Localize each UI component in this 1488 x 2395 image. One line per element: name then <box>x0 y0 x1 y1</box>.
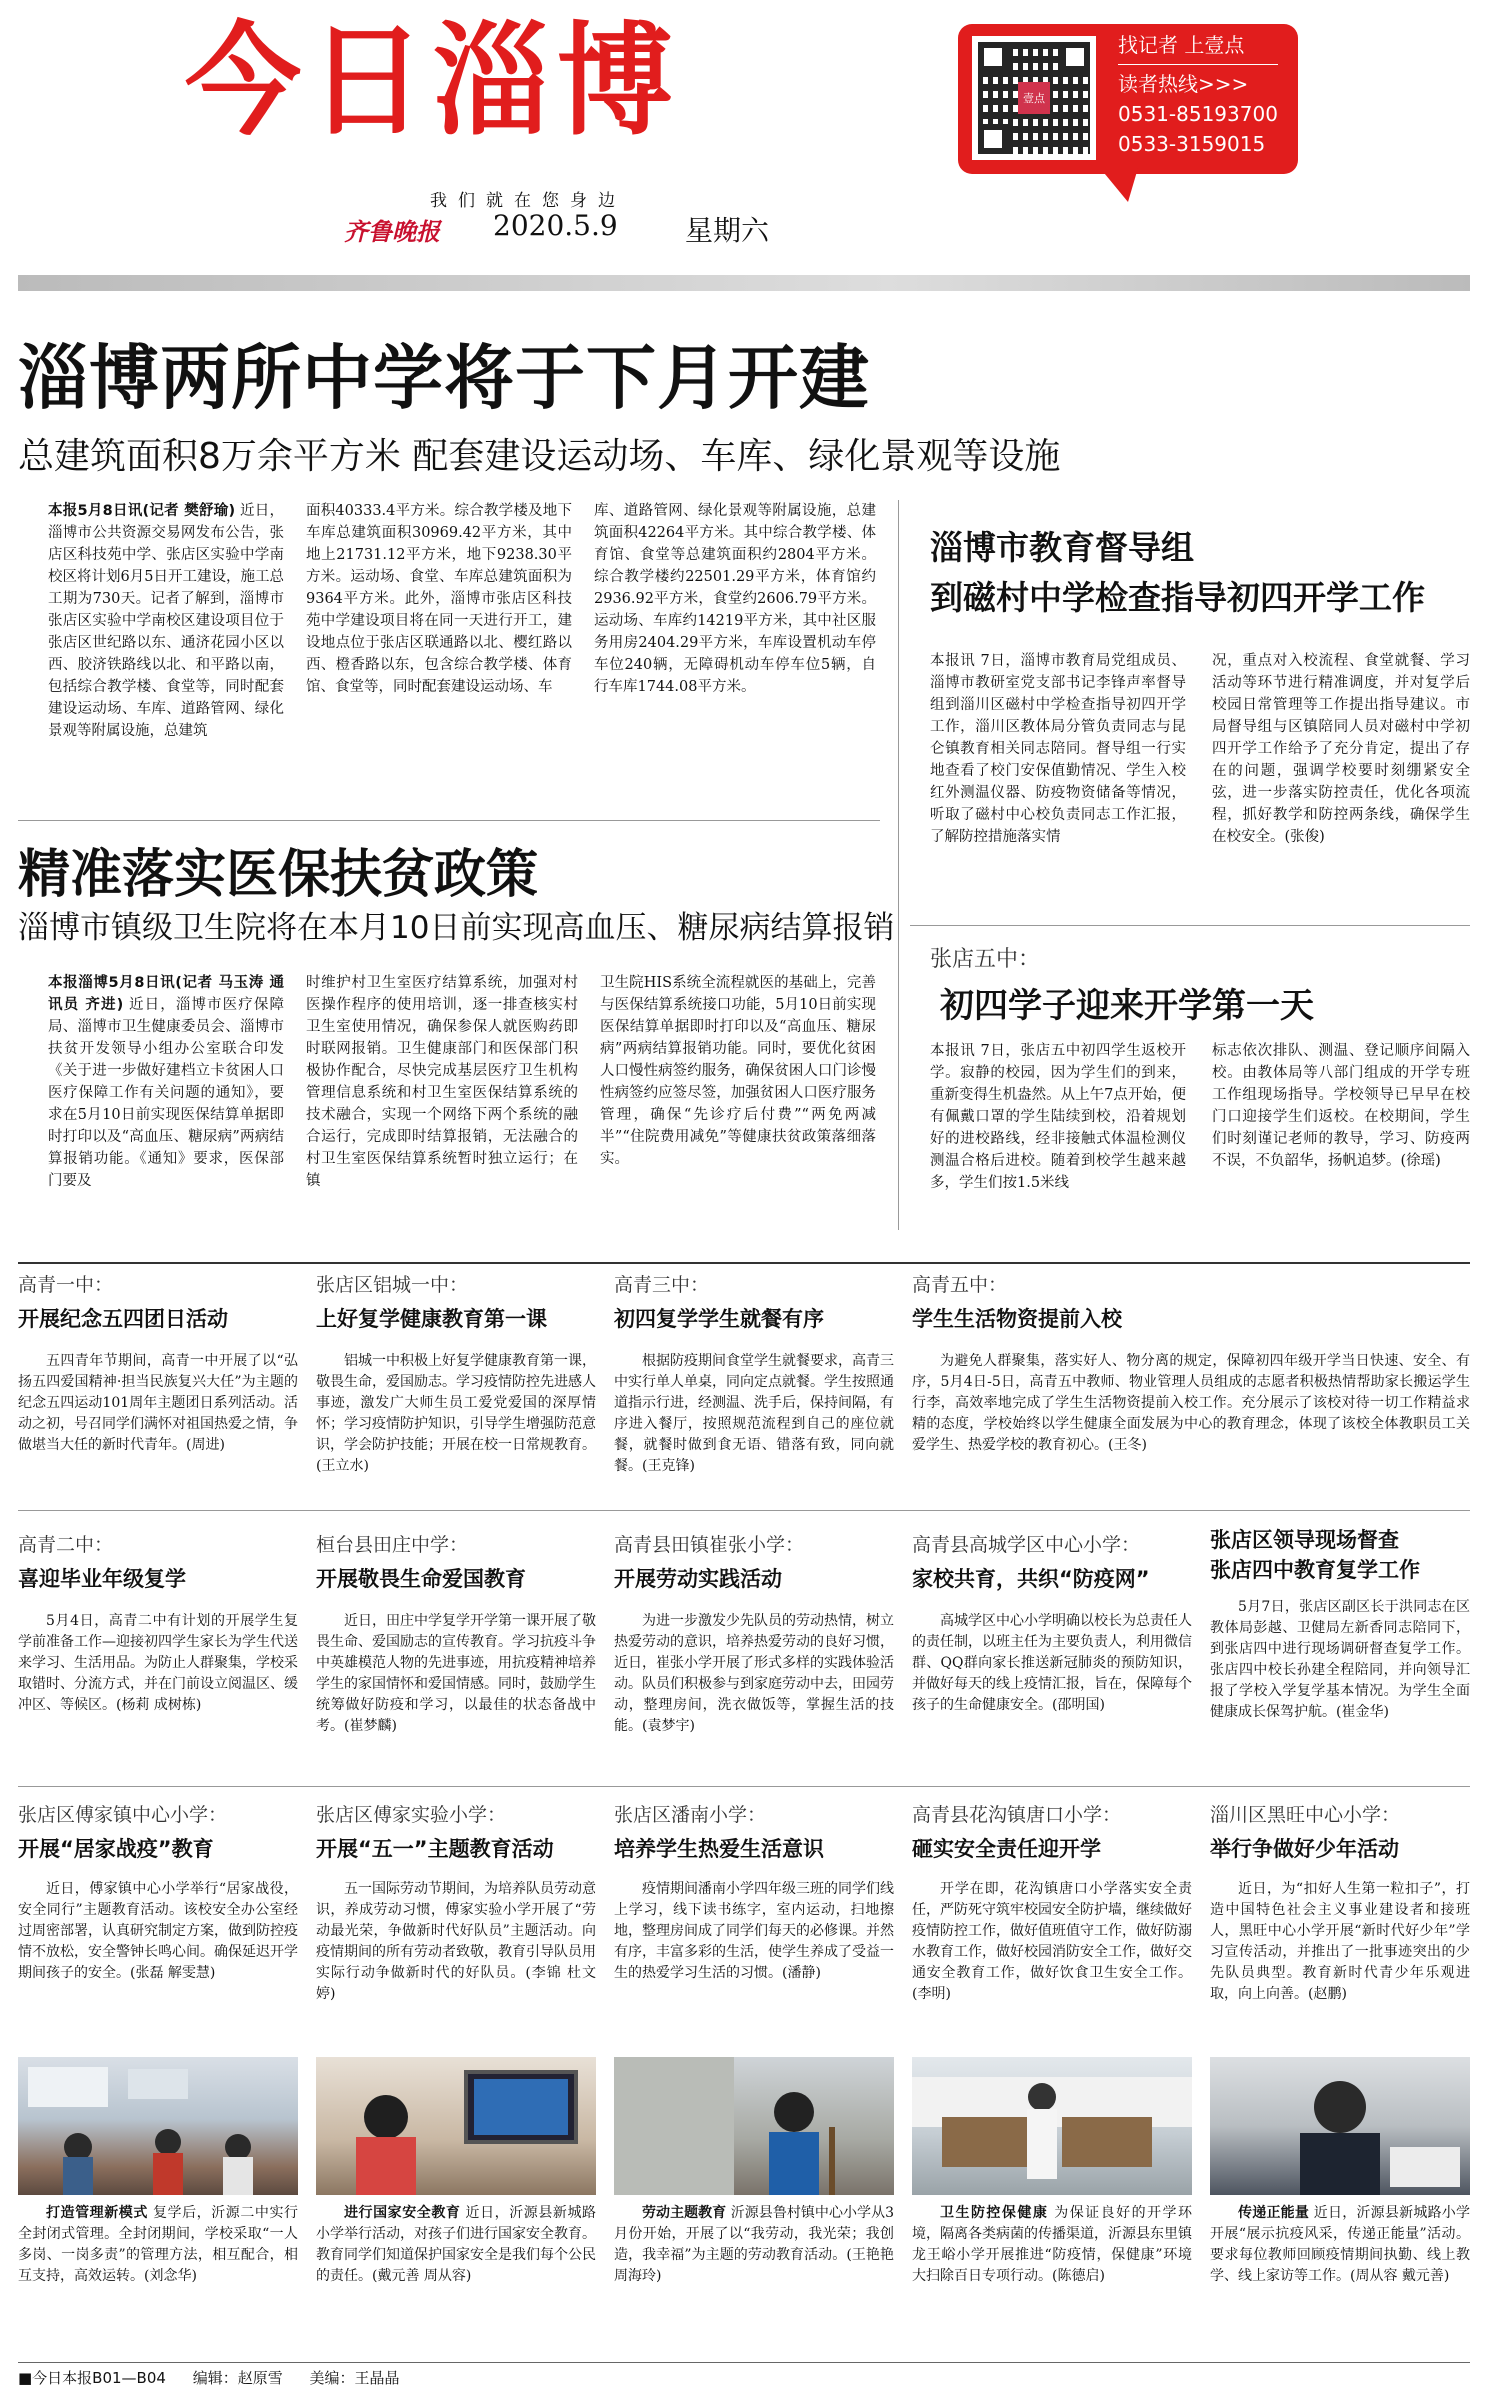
photo-caption <box>1210 2203 1470 2353</box>
brief-text: 为避免人群聚集，落实好人、物分离的规定，保障初四年级开学当日快速、安全、有序，5月4日-5日，高青五中教师、物业管理人员组成的志愿者积极热情帮助家长搬运学生行李，高效率地完成了学生生活物资提前入校工作。充分展示了该校对待一切工作精益求精的态度，学校始终以学生健康全面发展为中心的教育理念，体现了该校全体教职员工关爱学生、热爱学校的教育初心。 <box>912 1353 1470 1453</box>
med-col1 <box>48 972 284 1254</box>
photo-caption-text: 沂源县鲁村镇中心小学从3月份开始，开展了以“我劳动，我光荣；我创造，我幸福”为主题的劳动教育活动。 <box>614 2205 894 2263</box>
brief-title: 开展劳动实践活动 <box>614 1567 782 1591</box>
photo-caption <box>316 2203 596 2353</box>
brief-card <box>912 1530 1192 1770</box>
brief-body <box>912 1879 1192 2049</box>
photo-classroom-art <box>18 2057 298 2195</box>
side-rule <box>910 925 1470 926</box>
contact-bubble-tail <box>1100 168 1138 202</box>
briefs-top-rule <box>18 1262 1470 1264</box>
brief-text: 5月7日，张店区副区长于洪同志在区教体局彭越、卫健局左新香同志陪同下，到张店四中进行现场调研督查复学工作。张店四中校长孙建全程陪同，并向领导汇报了学校入学复学基本情况。为学生全面健康成长保驾护航。 <box>1210 1599 1470 1720</box>
med-col2: 时维护村卫生室医疗结算系统，加强对村医操作程序的使用培训，逐一排查核实村卫生室使用情况，确保参保人就医购药即时联网报销。卫生健康部门和医保部门积极协作配合，尽快完成基层医疗卫生机构管理信息系统和村卫生室医保结算系统的技术融合，实现一个网络下两个系统的融合运行，完成即时结算报销，无法融合的村卫生室医保结算系统暂时独立运行；在镇 <box>306 975 578 1189</box>
brief-card <box>18 1800 298 2050</box>
photo-disinfect-art <box>912 2057 1192 2195</box>
brief-kicker: 高青三中： <box>614 1274 710 1296</box>
photo-caption-title: 进行国家安全教育 <box>344 2205 461 2221</box>
brief-title: 砸实安全责任迎开学 <box>912 1837 1101 1861</box>
brief-body <box>316 1611 596 1761</box>
brief-body <box>316 1351 596 1501</box>
brief-title: 喜迎毕业年级复学 <box>18 1567 186 1591</box>
brief-kicker: 张店区傅家镇中心小学： <box>18 1804 228 1826</box>
brief-title: 家校共育，共织“防疫网” <box>912 1567 1150 1591</box>
brief-kicker: 高青二中： <box>18 1534 114 1556</box>
brief-kicker: 张店区潘南小学： <box>614 1804 767 1826</box>
brief-card <box>614 1530 894 1770</box>
footer-editor: 编辑：赵原雪 <box>192 2369 283 2387</box>
brief-text: 五一国际劳动节期间，为培养队员劳动意识，养成劳动习惯，傅家实验小学开展了“劳动最光荣，争做新时代好队员”主题活动。向疫情期间的所有劳动者致敬，教育引导队员用实际行动争做新时代的好队员。 <box>316 1881 596 1981</box>
brief-text: 开学在即，花沟镇唐口小学落实安全责任，严防死守筑牢校园安全防护墙，继续做好疫情防控工作，做好值班值守工作，做好防溺水教育工作，做好校园消防安全工作，做好交通安全教育工作，做好饮食卫生安全工作。 <box>912 1881 1192 1981</box>
side1-text2: 况，重点对入校流程、食堂就餐、学习活动等环节进行精准调度，并对复学后校园日常管理等工作提出指导建议。市局督导组与区镇陪同人员对磁村中学初四开学工作给予了充分肯定，提出了存在的问题，强调学校要时刻绷紧安全弦，进一步落实防控责任，优化各项流程，抓好教学和防控两条线，确保学生在校安全。 <box>1212 653 1470 845</box>
brief-author: (王冬) <box>1108 1437 1147 1453</box>
brief-kicker: 高青一中： <box>18 1274 114 1296</box>
side1-title-line1: 淄博市教育督导组 <box>930 528 1194 567</box>
med-byline: 本报淄博5月8日讯(记者 马玉涛 通讯员 齐进) <box>48 975 284 1013</box>
brief-author: (赵鹏) <box>1308 1986 1347 2002</box>
brief-text: 近日，傅家镇中心小学举行“居家战役，安全同行”主题教育活动。该校安全办公室经过周密部署，认真研究制定方案，做到防控疫情不放松，安全警钟长鸣心间。确保延迟开学期间孩子的安全。 <box>18 1881 298 1981</box>
brief-text: 五四青年节期间，高青一中开展了以“弘扬五四爱国精神·担当民族复兴大任”为主题的纪念五四运动101周年主题团日系列活动。活动之初，号召同学们满怀对祖国热爱之情，争做堪当大任的新时代青年。 <box>18 1353 298 1453</box>
briefs-rule <box>18 1786 1470 1787</box>
brief-text: 为进一步激发少先队员的劳动热情，树立热爱劳动的意识，培养热爱劳动的良好习惯，近日，崔张小学开展了形式多样的实践体验活动。队员们积极参与到家庭劳动中去，田园劳动，整理房间，洗衣做饭等，掌握生活的技能。 <box>614 1613 894 1734</box>
side2-author: (徐瑶) <box>1400 1153 1441 1169</box>
brief-card <box>912 1270 1470 1505</box>
contact-hotline-label: 读者热线>>> <box>1118 72 1249 96</box>
lead-byline: 本报5月8日讯(记者 樊舒瑜) <box>48 503 236 519</box>
med-col3: 卫生院HIS系统全流程就医的基础上，完善与医保结算系统接口功能，5月10日前实现医保结算单据即时打印以及“高血压、糖尿病”两病结算报销功能。同时，要优化贫困人口慢性病签约服务，确保贫困人口门诊慢性病签约应签尽签，加强贫困人口医疗服务管理，确保“先诊疗后付费”“两免两减半”“住院费用减免”等健康扶贫政策落细落实。 <box>600 975 876 1167</box>
side1-col2 <box>1212 650 1470 915</box>
brief-kicker: 张店区铝城一中： <box>316 1274 469 1296</box>
lead-col3: 库、道路管网、绿化景观等附属设施，总建筑面积42264平方米。其中综合教学楼、体育馆、食堂等总建筑面积约2804平方米。综合教学楼约22501.29平方米，体育馆约2936.92平方米，食堂约2606.79平方米。运动场、车库约14219平方米，其中社区服务用房2404.29平方米，车库设置机动车停车位240辆，无障碍机动车停车位5辆，自行车库1744.08平方米。 <box>594 503 876 695</box>
photo-caption <box>912 2203 1192 2353</box>
brief-body <box>912 1611 1192 1761</box>
contact-phone1: 0531-85193700 <box>1118 102 1278 126</box>
brief-title: 学生生活物资提前入校 <box>912 1307 1122 1331</box>
brief-title: 开展“居家战疫”教育 <box>18 1837 214 1861</box>
brief-author: (王克锋) <box>642 1458 695 1474</box>
brief-card <box>18 1270 298 1505</box>
photo-disinfect <box>912 2057 1192 2195</box>
side2-kicker: 张店五中： <box>930 947 1041 972</box>
brief-author: (袁梦宇) <box>642 1718 695 1734</box>
photo-labor <box>614 2057 894 2195</box>
brief-title: 开展纪念五四团日活动 <box>18 1307 228 1331</box>
lead-headline: 淄博两所中学将于下月开建 <box>18 337 870 419</box>
brief-author: (崔梦麟) <box>344 1718 397 1734</box>
brief-card <box>316 1800 596 2050</box>
brief-title: 培养学生热爱生活意识 <box>614 1837 824 1861</box>
briefs-rule <box>18 1510 1470 1511</box>
brief-kicker: 淄川区黑旺中心小学： <box>1210 1804 1401 1826</box>
brief-body <box>1210 1879 1470 2049</box>
section-rule <box>18 820 880 821</box>
brief-text: 近日，田庄中学复学开学第一课开展了敬畏生命、爱国励志的宣传教育。学习抗疫斗争中英雄模范人物的先进事迹，用抗疫精神培养学生的家国情怀和爱国情感。同时，鼓励学生统筹做好防疫和学习，以最佳的状态备战中考。 <box>316 1613 596 1734</box>
lead-subhead: 总建筑面积8万余平方米 配套建设运动场、车库、绿化景观等设施 <box>18 436 1061 477</box>
column-divider <box>898 500 899 1230</box>
photo-caption <box>18 2203 298 2353</box>
photo-caption-author: (刘念华) <box>144 2268 197 2284</box>
lead-col2: 面积40333.4平方米。综合教学楼及地下车库总建筑面积30969.42平方米，其中地上21731.12平方米，地下9238.30平方米。运动场、食堂、车库总建筑面积为9364平方米。此外，淄博市张店区科技苑中学建设项目将在同一天进行开工，建设地点位于张店区联通路以北、樱红路以西、橙香路以东，包含综合教学楼、体育馆、食堂等，同时配套建设运动场、车 <box>306 503 572 695</box>
contact-info <box>1118 30 1278 159</box>
side1-col1: 本报讯 7日，淄博市教育局党组成员、淄博市教研室党支部书记李锋声率督导组到淄川区磁村中学检查指导初四开学工作，淄川区教体局分管负责同志与昆仑镇教育相关同志陪同。督导组一行实地查看了校门安保值勤情况、学生入校红外测温仪器、防疫物资储备等情况，听取了磁村中心校负责同志工作汇报，了解防控措施落实情 <box>930 653 1186 845</box>
brief-body <box>614 1611 894 1761</box>
side1-title-line2: 到磁村中学检查指导初四开学工作 <box>930 578 1425 617</box>
brief-author: (杨莉 成树栋) <box>116 1697 202 1713</box>
brief-author: (崔金华) <box>1336 1704 1389 1720</box>
brief-card <box>912 1800 1192 2050</box>
footer-designer: 美编：王晶晶 <box>309 2369 400 2387</box>
page-footer <box>18 2362 1470 2388</box>
photo-caption-title: 卫生防控保健康 <box>940 2205 1049 2221</box>
brief-card <box>316 1270 596 1505</box>
photo-teacher <box>1210 2057 1470 2195</box>
brief-title: 初四复学学生就餐有序 <box>614 1307 824 1331</box>
brief-text: 5月4日，高青二中有计划的开展学生复学前准备工作—迎接初四学生家长为学生代送来学习、生活用品。为防止人群聚集，学校采取错时、分流方式，并在门前设立阅温区、缓冲区、等候区。 <box>18 1613 298 1713</box>
brief-author: (李锦 杜文婷) <box>316 1965 596 2002</box>
issue-date: 2020.5.9 <box>493 209 618 242</box>
photo-safety <box>316 2057 596 2195</box>
brief-body <box>18 1879 298 2049</box>
brief-kicker: 张店区傅家实验小学： <box>316 1804 507 1826</box>
photo-caption-title: 劳动主题教育 <box>642 2205 727 2221</box>
footer-pages: ■今日本报B01—B04 <box>18 2369 166 2387</box>
photo-caption-author: (戴元善 周从容) <box>372 2268 472 2284</box>
brief-card <box>316 1530 596 1770</box>
brief-card <box>614 1270 894 1505</box>
brief-body <box>912 1351 1470 1501</box>
med-headline: 精准落实医保扶贫政策 <box>18 845 539 905</box>
brief-title: 张店区领导现场督查 张店四中教育复学工作 <box>1210 1528 1420 1582</box>
brief-kicker: 高青五中： <box>912 1274 1008 1296</box>
photo-caption-author: (陈德启) <box>1052 2268 1105 2284</box>
brief-kicker: 高青县高城学区中心小学： <box>912 1534 1141 1556</box>
side2-text2: 标志依次排队、测温、登记顺序间隔入校。由教体局等八部门组成的开学专班工作组现场指导。学校领导已早早在校门口迎接学生们返校。在校期间，学生们时刻谨记老师的教导，学习、防疫两不误，不负韶华，扬帆追梦。 <box>1212 1043 1470 1169</box>
masthead-slogan: 我们就在您身边 <box>430 191 626 211</box>
brief-title: 开展“五一”主题教育活动 <box>316 1837 554 1861</box>
brief-card <box>1210 1525 1470 1770</box>
photo-classroom <box>18 2057 298 2195</box>
photo-caption-title: 传递正能量 <box>1238 2205 1310 2221</box>
contact-line1: 找记者 上壹点 <box>1118 33 1245 57</box>
brief-text: 铝城一中积极上好复学健康教育第一课，敬畏生命，爱国励志。学习疫情防控先进感人事迹，激发广大师生员工爱党爱国的深厚情怀；学习疫情防护知识，引导学生增强防范意识，学会防护技能；开展在校一日常规教育。 <box>316 1353 596 1453</box>
brief-kicker: 高青县花沟镇唐口小学： <box>912 1804 1122 1826</box>
brief-body <box>18 1611 298 1761</box>
brief-card <box>614 1800 894 2050</box>
brief-author: (潘静) <box>782 1965 821 1981</box>
photo-caption-author: (周从容 戴元善) <box>1350 2268 1450 2284</box>
side2-title: 初四学子迎来开学第一天 <box>940 986 1314 1026</box>
photo-safety-art <box>316 2057 596 2195</box>
newspaper-name: 齐鲁晚报 <box>344 217 440 246</box>
brief-body <box>614 1351 894 1501</box>
brief-body <box>316 1879 596 2049</box>
side2-col1: 本报讯 7日，张店五中初四学生返校开学。寂静的校园，因为学生们的到来，重新变得生机盎然。从上午7点开始，便有佩戴口罩的学生陆续到校，沿着规划好的进校路线，经非接触式体温检测仪测温合格后进校。随着到校学生越来越多，学生们按1.5米线 <box>930 1043 1186 1191</box>
brief-card <box>1210 1800 1470 2050</box>
photo-caption-text: 近日，沂源县新城路小学开展“展示抗疫风采，传递正能量”活动。要求每位教师回顾疫情期间执勤、线上教学、线上家访等工作。 <box>1210 2205 1470 2284</box>
qr-code[interactable] <box>972 36 1096 160</box>
brief-title: 开展敬畏生命爱国教育 <box>316 1567 526 1591</box>
brief-body <box>18 1351 298 1501</box>
brief-body <box>614 1879 894 2049</box>
brief-title: 上好复学健康教育第一课 <box>316 1307 547 1331</box>
brief-text: 根据防疫期间食堂学生就餐要求，高青三中实行单人单桌，同向定点就餐。学生按照通道指示行进，经测温、洗手后，保持间隔，有序进入餐厅，按照规范流程到自己的座位就餐，就餐时做到食无语、错落有致，同向就餐。 <box>614 1353 894 1474</box>
brief-kicker: 桓台县田庄中学： <box>316 1534 469 1556</box>
brief-title: 举行争做好少年活动 <box>1210 1837 1399 1861</box>
brief-body <box>1210 1597 1470 1747</box>
brief-text: 近日，为“扣好人生第一粒扣子”，打造中国特色社会主义事业建设者和接班人，黑旺中心小学开展“新时代好少年”学习宣传活动，并推出了一批事迹突出的少先队员典型。教育新时代青少年乐观进取，向上向善。 <box>1210 1881 1470 2002</box>
side1-author: (张俊) <box>1284 829 1325 845</box>
masthead-rule <box>18 275 1470 291</box>
photo-labor-art <box>614 2057 894 2195</box>
med-text1: 近日，淄博市医疗保障局、淄博市卫生健康委员会、淄博市扶贫开发领导小组办公室联合印发《关于进一步做好建档立卡贫困人口医疗保障工作有关问题的通知》，要求在5月10日前实现医保结算单据即时打印以及“高血压、糖尿病”两病结算报销功能。《通知》要求，医保部门要及 <box>48 997 284 1189</box>
brief-author: (王立水) <box>316 1458 369 1474</box>
contact-phone2: 0533-3159015 <box>1118 132 1266 156</box>
lead-text1: 近日，淄博市公共资源交易网发布公告，张店区科技苑中学、张店区实验中学南校区将计划6月5日开工建设，施工总工期为730天。记者了解到，淄博市张店区实验中学南校区建设项目位于张店区世纪路以东、通济花园小区以西、胶济铁路线以北、和平路以南，包括综合教学楼、食堂等，同时配套建设运动场、车库、道路管网、绿化景观等附属设施，总建筑 <box>48 503 284 739</box>
brief-author: (周进) <box>186 1437 225 1453</box>
brief-text: 疫情期间潘南小学四年级三班的同学们线上学习，线下读书练字，室内运动，扫地擦地，整理房间成了同学们每天的必修课。并然有序，丰富多彩的生活，使学生养成了受益一生的热爱学习生活的习惯。 <box>614 1881 894 1981</box>
photo-caption-text: 复学后，沂源二中实行全封闭式管理。全封闭期间，学校采取“一人多岗、一岗多责”的管理方法，相互配合，相互支持，高效运转。 <box>18 2205 298 2284</box>
masthead-title: 今日淄博 <box>185 10 681 153</box>
side2-col2 <box>1212 1040 1470 1265</box>
photo-teacher-art <box>1210 2057 1470 2195</box>
lead-col1 <box>48 500 284 800</box>
med-subhead: 淄博市镇级卫生院将在本月10日前实现高血压、糖尿病结算报销 <box>18 910 895 946</box>
issue-weekday: 星期六 <box>685 214 770 247</box>
brief-card <box>18 1530 298 1770</box>
photo-caption <box>614 2203 894 2353</box>
brief-author: (邵明国) <box>1052 1697 1105 1713</box>
photo-caption-text: 近日，沂源县新城路小学举行活动，对孩子们进行国家安全教育。教育同学们知道保护国家安全是我们每个公民的责任。 <box>316 2205 596 2284</box>
photo-caption-title: 打造管理新模式 <box>46 2205 148 2221</box>
photo-caption-author: (王艳艳 周海玲) <box>614 2247 894 2284</box>
brief-author: (李明) <box>912 1986 951 2002</box>
photo-caption-text: 为保证良好的开学环境，隔离各类病菌的传播渠道，沂源县东里镇龙王峪小学开展推进“防疫情，保健康”环境大扫除百日专项行动。 <box>912 2205 1192 2284</box>
qr-logo: 壹点 <box>1018 82 1050 114</box>
brief-kicker: 高青县田镇崔张小学： <box>614 1534 805 1556</box>
brief-author: (张磊 解雯慧) <box>130 1965 216 1981</box>
brief-text: 高城学区中心小学明确以校长为总责任人的责任制，以班主任为主要负责人，利用微信群、QQ群向家长推送新冠肺炎的预防知识，并做好每天的线上疫情汇报，旨在，保障每个孩子的生命健康安全。 <box>912 1613 1192 1713</box>
